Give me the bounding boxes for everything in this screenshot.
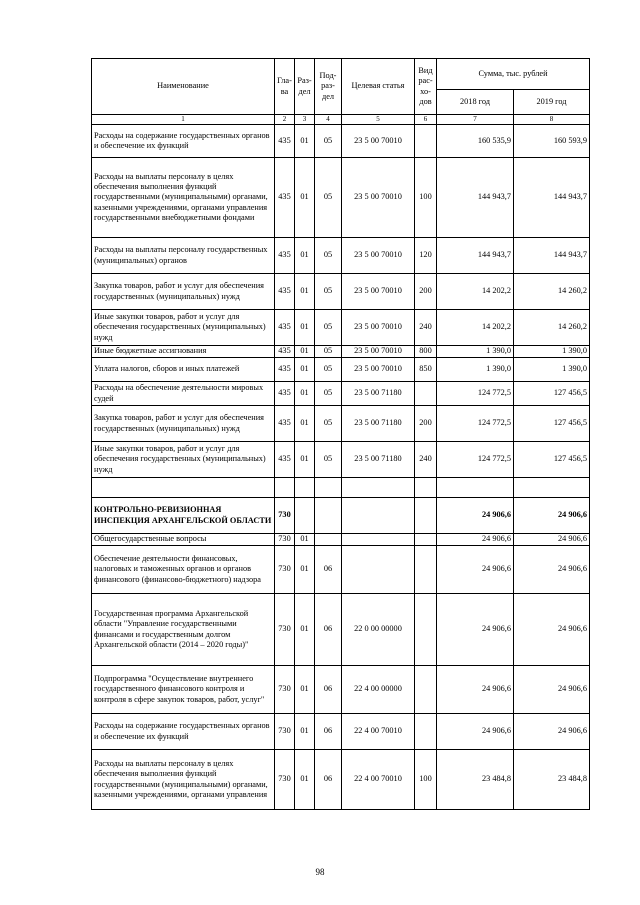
row-name: Уплата налогов, сборов и иных платежей (92, 358, 275, 382)
row-sum-2018: 14 202,2 (437, 310, 514, 346)
column-number: 8 (514, 115, 590, 125)
table-row (92, 125, 590, 158)
row-expense-type: 850 (415, 358, 437, 382)
table-row (92, 594, 590, 666)
row-section: 01 (295, 714, 315, 750)
row-section: 01 (295, 406, 315, 442)
row-subsection: 05 (315, 442, 342, 478)
row-sum-2019: 160 593,9 (514, 125, 590, 158)
row-chapter: 435 (275, 346, 295, 358)
header-name: Наименование (92, 59, 275, 115)
header-year-2019: 2019 год (514, 90, 590, 115)
row-chapter: 730 (275, 666, 295, 714)
table-row (92, 158, 590, 238)
row-sum-2018: 160 535,9 (437, 125, 514, 158)
row-expense-type (415, 382, 437, 406)
row-name: Закупка товаров, работ и услуг для обеспечения государственных (муниципальных) нужд (92, 406, 275, 442)
row-expense-type: 100 (415, 158, 437, 238)
row-section: 01 (295, 158, 315, 238)
row-sum-2018: 1 390,0 (437, 346, 514, 358)
row-sum-2018: 124 772,5 (437, 382, 514, 406)
row-sum-2019: 144 943,7 (514, 158, 590, 238)
row-target-article: 23 5 00 70010 (342, 274, 415, 310)
table-row (92, 478, 590, 498)
row-name: Государственная программа Архангельской области "Управление государственными финансами и государственным долгом Архангельской области (2014 – 2020 годы)" (92, 594, 275, 666)
row-sum-2019: 127 456,5 (514, 442, 590, 478)
row-sum-2018: 124 772,5 (437, 406, 514, 442)
row-expense-type (415, 498, 437, 534)
row-target-article: 23 5 00 71180 (342, 406, 415, 442)
table-row (92, 750, 590, 810)
row-target-article (342, 478, 415, 498)
header-expense-type: Вид рас-хо-дов (415, 59, 437, 115)
row-expense-type (415, 534, 437, 546)
row-section (295, 498, 315, 534)
column-number: 3 (295, 115, 315, 125)
row-section: 01 (295, 546, 315, 594)
row-target-article: 23 5 00 70010 (342, 238, 415, 274)
row-sum-2019 (514, 478, 590, 498)
row-chapter: 730 (275, 546, 295, 594)
row-name: Расходы на содержание государственных органов и обеспечение их функций (92, 125, 275, 158)
row-sum-2018: 23 484,8 (437, 750, 514, 810)
row-chapter: 730 (275, 594, 295, 666)
row-name: Расходы на выплаты персоналу государственных (муниципальных) органов (92, 238, 275, 274)
row-chapter: 435 (275, 274, 295, 310)
table-row (92, 442, 590, 478)
row-target-article: 22 4 00 70010 (342, 714, 415, 750)
row-section: 01 (295, 750, 315, 810)
row-subsection (315, 478, 342, 498)
row-subsection: 05 (315, 310, 342, 346)
row-sum-2018: 24 906,6 (437, 534, 514, 546)
row-sum-2018: 144 943,7 (437, 158, 514, 238)
row-expense-type (415, 594, 437, 666)
row-section: 01 (295, 358, 315, 382)
row-name: Расходы на обеспечение деятельности мировых судей (92, 382, 275, 406)
row-target-article: 23 5 00 70010 (342, 158, 415, 238)
table-row (92, 382, 590, 406)
row-name: Закупка товаров, работ и услуг для обеспечения государственных (муниципальных) нужд (92, 274, 275, 310)
row-target-article: 23 5 00 70010 (342, 310, 415, 346)
table-row (92, 358, 590, 382)
row-name: Подпрограмма "Осуществление внутреннего государственного финансового контроля и контроля в сфере закупок товаров, работ, услуг" (92, 666, 275, 714)
row-section: 01 (295, 594, 315, 666)
row-section: 01 (295, 666, 315, 714)
row-chapter: 435 (275, 406, 295, 442)
row-target-article: 23 5 00 71180 (342, 382, 415, 406)
table-row (92, 714, 590, 750)
row-section: 01 (295, 125, 315, 158)
row-name: Иные закупки товаров, работ и услуг для обеспечения государственных (муниципальных) нужд (92, 442, 275, 478)
row-sum-2019: 14 260,2 (514, 274, 590, 310)
row-target-article: 22 0 00 00000 (342, 594, 415, 666)
row-subsection: 06 (315, 750, 342, 810)
row-section: 01 (295, 346, 315, 358)
header-year-2018: 2018 год (437, 90, 514, 115)
row-name: Расходы на выплаты персоналу в целях обеспечения выполнения функций государственными (муниципальными) органами, казенными учреждениями, органами управления (92, 750, 275, 810)
row-chapter: 435 (275, 158, 295, 238)
row-chapter: 435 (275, 442, 295, 478)
row-subsection: 06 (315, 546, 342, 594)
table-row (92, 406, 590, 442)
row-target-article: 23 5 00 71180 (342, 442, 415, 478)
row-sum-2019: 24 906,6 (514, 594, 590, 666)
row-section: 01 (295, 238, 315, 274)
table-row (92, 238, 590, 274)
row-section (295, 478, 315, 498)
row-expense-type: 200 (415, 274, 437, 310)
row-chapter: 730 (275, 750, 295, 810)
row-name: Общегосударственные вопросы (92, 534, 275, 546)
column-number: 5 (342, 115, 415, 125)
row-subsection: 05 (315, 406, 342, 442)
row-subsection: 05 (315, 358, 342, 382)
row-subsection: 05 (315, 274, 342, 310)
row-expense-type: 100 (415, 750, 437, 810)
budget-table (91, 58, 590, 810)
row-chapter: 435 (275, 358, 295, 382)
table-body (92, 115, 590, 810)
row-sum-2018: 24 906,6 (437, 498, 514, 534)
row-name: Расходы на содержание государственных органов и обеспечение их функций (92, 714, 275, 750)
row-sum-2019: 1 390,0 (514, 358, 590, 382)
row-chapter: 730 (275, 534, 295, 546)
page-number: 98 (315, 867, 325, 877)
row-name: Расходы на выплаты персоналу в целях обеспечения выполнения функций государственными (муниципальными) органами, казенными учреждениями, органами управления государственными внебюджетными фондами (92, 158, 275, 238)
row-chapter: 435 (275, 310, 295, 346)
column-number: 2 (275, 115, 295, 125)
row-section: 01 (295, 382, 315, 406)
row-subsection (315, 498, 342, 534)
row-sum-2019: 127 456,5 (514, 406, 590, 442)
table-row (92, 274, 590, 310)
column-number: 7 (437, 115, 514, 125)
row-expense-type: 120 (415, 238, 437, 274)
header-sum: Сумма, тыс. рублей (437, 59, 590, 90)
row-sum-2018: 24 906,6 (437, 714, 514, 750)
row-sum-2019: 24 906,6 (514, 714, 590, 750)
row-sum-2019: 1 390,0 (514, 346, 590, 358)
table-row (92, 310, 590, 346)
table-row (92, 534, 590, 546)
header-target-article: Целевая статья (342, 59, 415, 115)
row-target-article: 22 4 00 00000 (342, 666, 415, 714)
row-name: Обеспечение деятельности финансовых, налоговых и таможенных органов и органов финансового (финансово-бюджетного) надзора (92, 546, 275, 594)
row-sum-2019: 14 260,2 (514, 310, 590, 346)
row-expense-type (415, 478, 437, 498)
row-subsection: 05 (315, 158, 342, 238)
table-row (92, 498, 590, 534)
row-chapter: 435 (275, 125, 295, 158)
row-expense-type (415, 714, 437, 750)
row-expense-type (415, 666, 437, 714)
row-subsection: 06 (315, 714, 342, 750)
row-target-article: 23 5 00 70010 (342, 125, 415, 158)
row-sum-2018: 124 772,5 (437, 442, 514, 478)
row-sum-2019: 24 906,6 (514, 534, 590, 546)
header-section: Раз-дел (295, 59, 315, 115)
row-name: КОНТРОЛЬНО-РЕВИЗИОННАЯ ИНСПЕКЦИЯ АРХАНГЕЛЬСКОЙ ОБЛАСТИ (92, 498, 275, 534)
row-chapter: 730 (275, 714, 295, 750)
row-target-article (342, 498, 415, 534)
header-subsection: Под-раз-дел (315, 59, 342, 115)
row-sum-2019: 24 906,6 (514, 498, 590, 534)
row-subsection: 06 (315, 666, 342, 714)
row-chapter: 435 (275, 238, 295, 274)
row-expense-type: 200 (415, 406, 437, 442)
row-expense-type: 240 (415, 310, 437, 346)
row-subsection: 05 (315, 238, 342, 274)
row-sum-2019: 24 906,6 (514, 666, 590, 714)
row-target-article: 23 5 00 70010 (342, 358, 415, 382)
row-section: 01 (295, 442, 315, 478)
row-name: Иные закупки товаров, работ и услуг для обеспечения государственных (муниципальных) нужд (92, 310, 275, 346)
column-number: 4 (315, 115, 342, 125)
row-section: 01 (295, 310, 315, 346)
row-target-article (342, 546, 415, 594)
row-chapter (275, 478, 295, 498)
row-sum-2018: 14 202,2 (437, 274, 514, 310)
row-section: 01 (295, 534, 315, 546)
row-subsection: 05 (315, 382, 342, 406)
row-sum-2018: 24 906,6 (437, 594, 514, 666)
row-sum-2018: 24 906,6 (437, 546, 514, 594)
row-subsection: 05 (315, 125, 342, 158)
row-subsection: 06 (315, 594, 342, 666)
row-target-article: 22 4 00 70010 (342, 750, 415, 810)
row-expense-type (415, 546, 437, 594)
row-name (92, 478, 275, 498)
row-sum-2019: 24 906,6 (514, 546, 590, 594)
row-sum-2018: 144 943,7 (437, 238, 514, 274)
row-subsection (315, 534, 342, 546)
row-expense-type: 240 (415, 442, 437, 478)
column-number-row (92, 115, 590, 125)
row-sum-2019: 127 456,5 (514, 382, 590, 406)
row-name: Иные бюджетные ассигнования (92, 346, 275, 358)
table-row (92, 666, 590, 714)
row-chapter: 435 (275, 382, 295, 406)
row-sum-2018 (437, 478, 514, 498)
row-expense-type: 800 (415, 346, 437, 358)
row-sum-2018: 24 906,6 (437, 666, 514, 714)
table-row (92, 346, 590, 358)
row-expense-type (415, 125, 437, 158)
row-section: 01 (295, 274, 315, 310)
row-sum-2019: 23 484,8 (514, 750, 590, 810)
row-target-article (342, 534, 415, 546)
row-sum-2018: 1 390,0 (437, 358, 514, 382)
row-subsection: 05 (315, 346, 342, 358)
header-chapter: Гла-ва (275, 59, 295, 115)
row-target-article: 23 5 00 70010 (342, 346, 415, 358)
row-sum-2019: 144 943,7 (514, 238, 590, 274)
column-number: 1 (92, 115, 275, 125)
row-chapter: 730 (275, 498, 295, 534)
table-row (92, 546, 590, 594)
column-number: 6 (415, 115, 437, 125)
